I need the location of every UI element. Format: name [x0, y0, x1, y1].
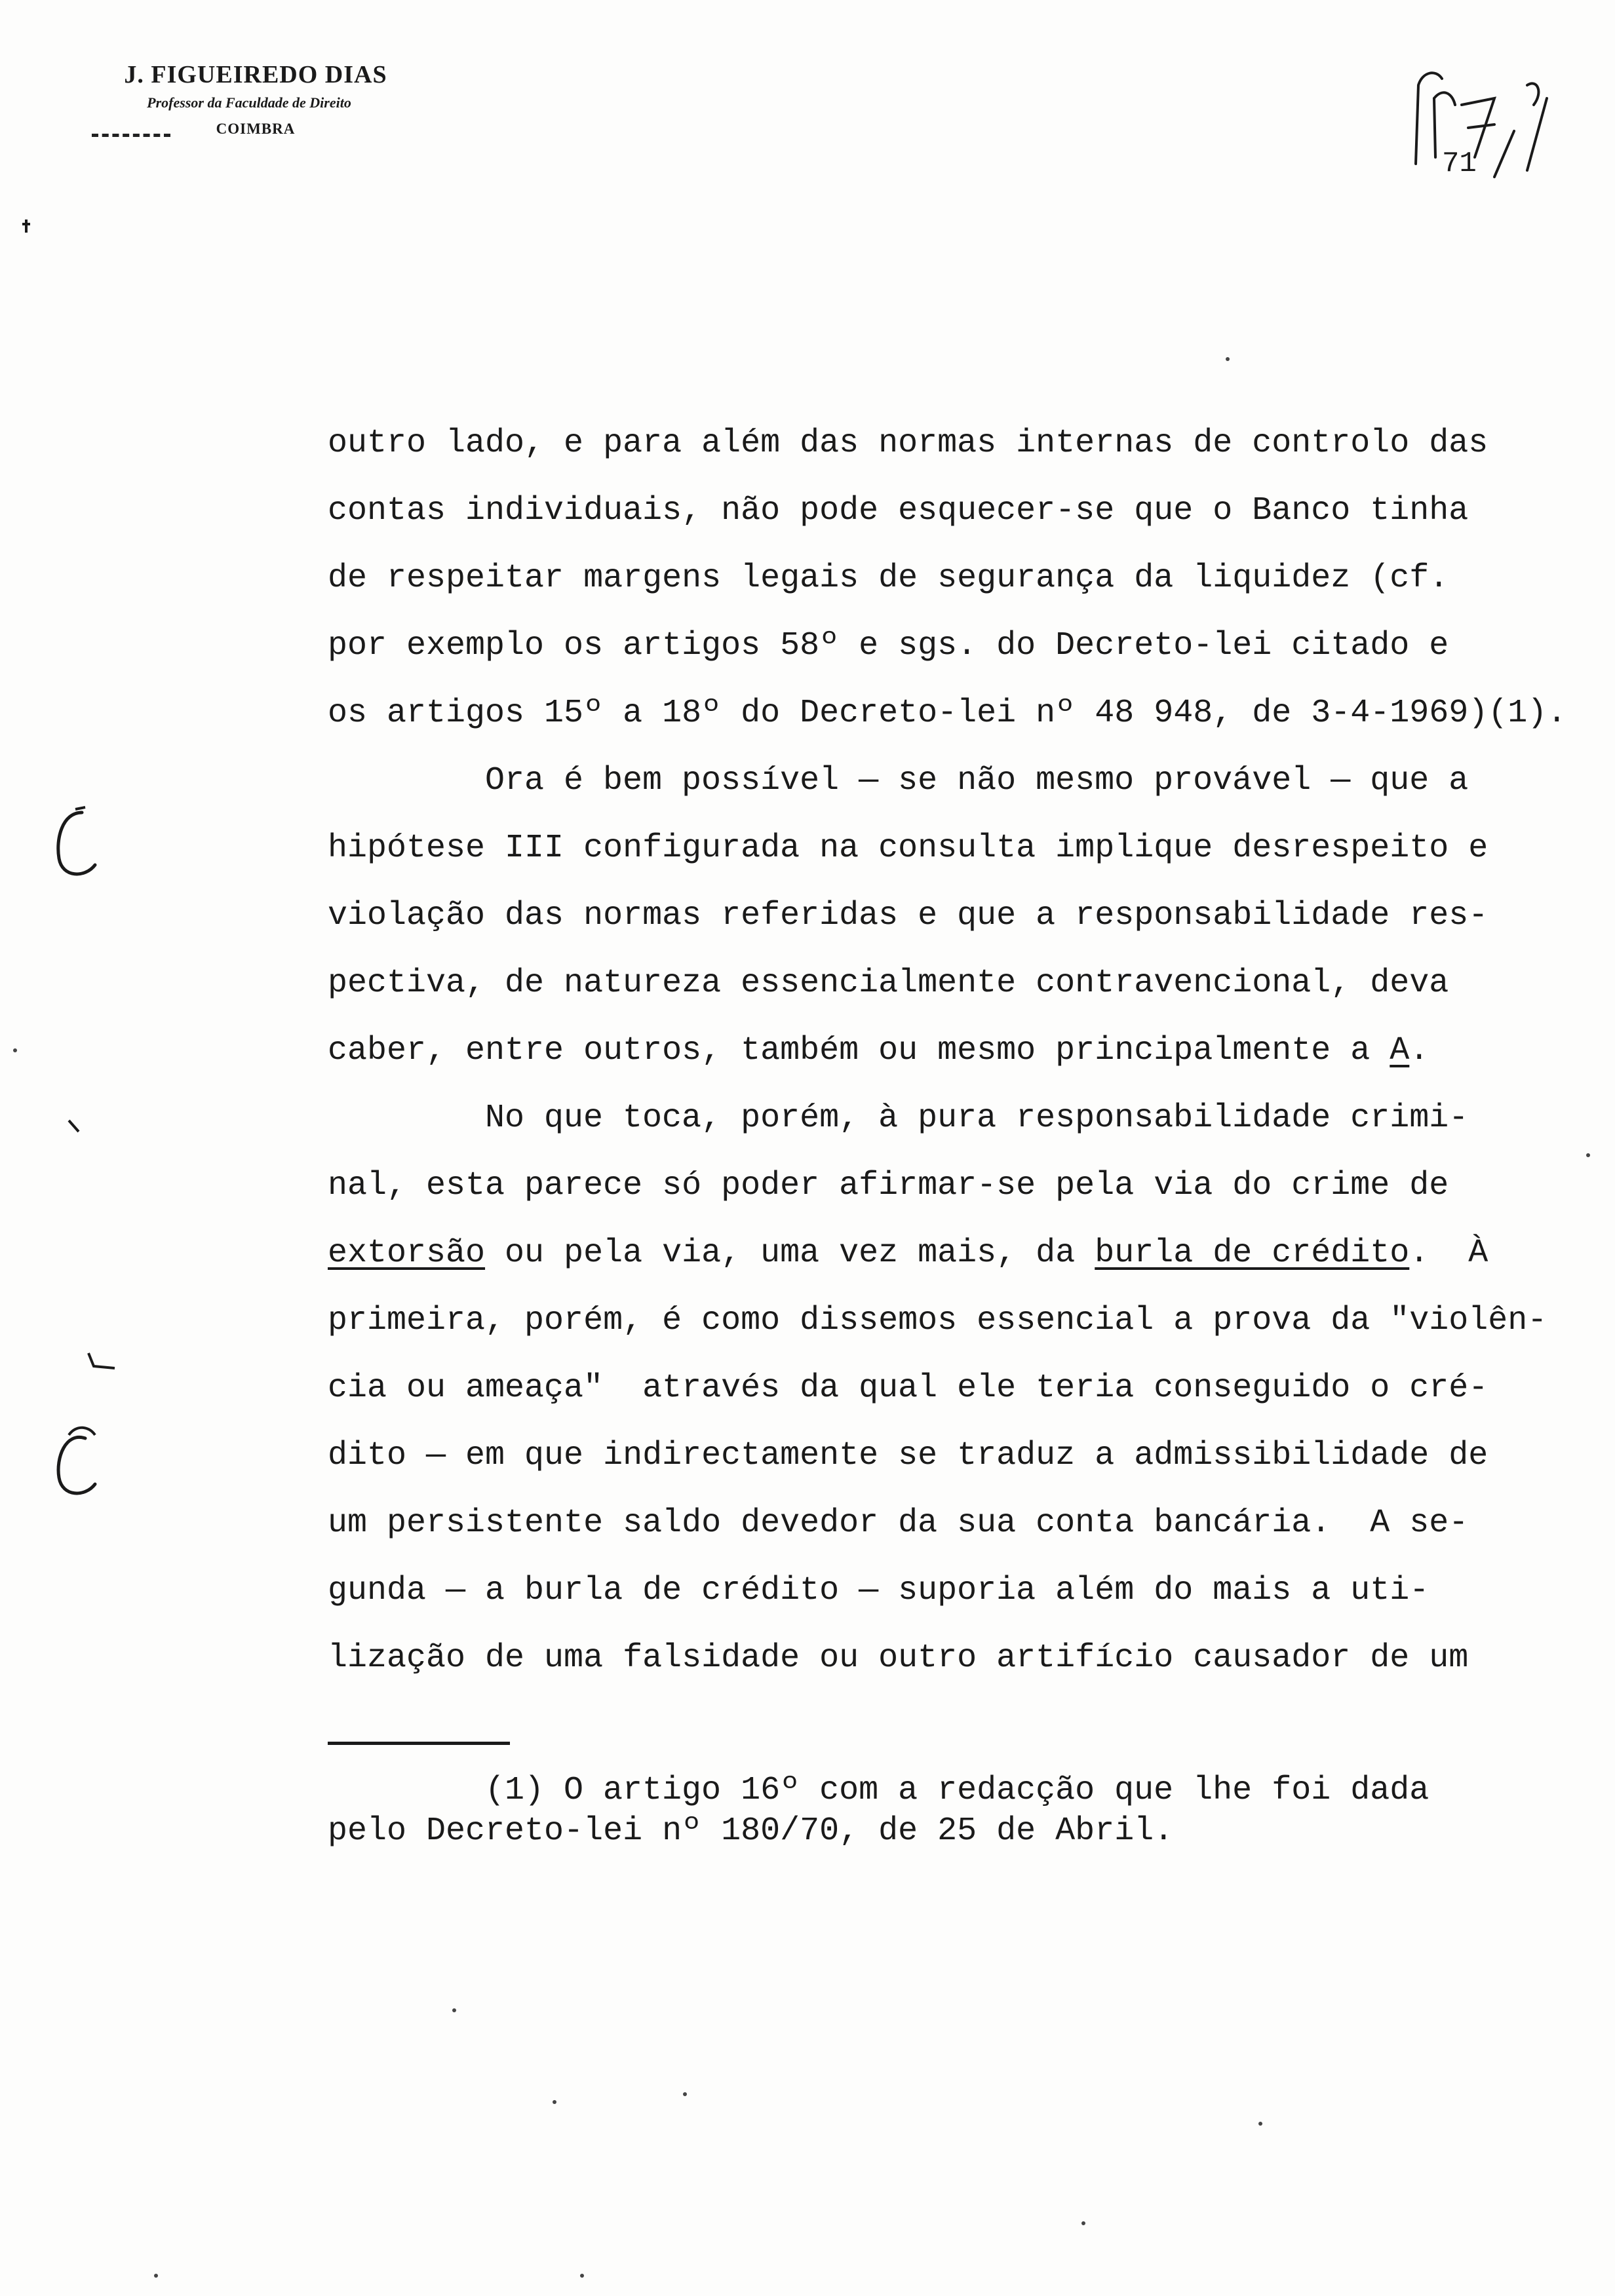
body-line: dito — em que indirectamente se traduz a admissibilidade de — [328, 1437, 1489, 1474]
party-a-reference: A — [1390, 1032, 1410, 1069]
body-line: gunda — a burla de crédito — suporia além do mais a uti- — [328, 1572, 1430, 1609]
scan-speck — [1586, 1153, 1590, 1157]
body-line-text: ou pela via, uma vez mais, da — [485, 1234, 1095, 1272]
handwritten-initials — [1396, 59, 1566, 183]
body-line: primeira, porém, é como dissemos essencial a prova da "violên- — [328, 1302, 1547, 1339]
margin-tick-mark — [20, 216, 39, 236]
margin-tick-mark — [82, 1350, 121, 1376]
letterhead-role: Professor da Faculdade de Direito — [147, 94, 351, 111]
body-line: os artigos 15º a 18º do Decreto-lei nº 48 948, de 3-4-1969)(1). — [328, 695, 1567, 732]
scan-speck — [1081, 2221, 1085, 2225]
body-line: cia ou ameaça" através da qual ele teria conseguido o cré- — [328, 1369, 1489, 1407]
page-number: 71 — [1442, 147, 1477, 180]
burla-term: burla de crédito — [1095, 1234, 1410, 1272]
body-line: No que toca, porém, à pura responsabilidade crimi- — [485, 1100, 1469, 1137]
scan-speck — [13, 1048, 17, 1052]
scan-speck — [154, 2274, 158, 2278]
body-line: nal, esta parece só poder afirmar-se pela via do crime de — [328, 1167, 1449, 1204]
scan-speck — [553, 2100, 556, 2104]
letterhead-dash-mark — [92, 134, 170, 140]
letterhead-name: J. FIGUEIREDO DIAS — [124, 61, 387, 88]
body-line: outro lado, e para além das normas internas de controlo das — [328, 425, 1489, 462]
footnote-rule — [328, 1742, 510, 1745]
footnote-line: pelo Decreto-lei nº 180/70, de 25 de Abril. — [328, 1812, 1174, 1850]
body-text — [328, 410, 1573, 1692]
body-line: pectiva, de natureza essencialmente contravencional, deva — [328, 965, 1449, 1002]
scan-speck — [683, 2092, 687, 2096]
scan-speck — [1258, 2122, 1262, 2126]
punch-hole-mark-top — [46, 799, 105, 885]
period: . — [1409, 1032, 1430, 1069]
extorsao-term: extorsão — [328, 1234, 486, 1272]
body-line: contas individuais, não pode esquecer-se que o Banco tinha — [328, 492, 1469, 529]
body-line: um persistente saldo devedor da sua conta bancária. A se- — [328, 1504, 1469, 1542]
body-line: por exemplo os artigos 58º e sgs. do Decreto-lei citado e — [328, 627, 1449, 664]
footnote — [328, 1770, 1573, 1852]
scan-speck — [1226, 357, 1230, 361]
scan-speck — [452, 2008, 456, 2012]
body-line-text: caber, entre outros, também ou mesmo principalmente a — [328, 1032, 1390, 1069]
punch-hole-mark-bottom — [46, 1419, 105, 1504]
scan-speck — [580, 2274, 584, 2278]
body-line-text: . À — [1409, 1234, 1489, 1272]
body-line — [328, 1017, 1573, 1084]
letterhead — [66, 60, 433, 138]
body-line — [328, 1219, 1573, 1287]
body-line: violação das normas referidas e que a responsabilidade res- — [328, 897, 1489, 934]
footnote-line: (1) O artigo 16º com a redacção que lhe foi dada — [485, 1772, 1430, 1809]
body-line: lização de uma falsidade ou outro artifício causador de um — [328, 1639, 1469, 1677]
body-line: Ora é bem possível — se não mesmo provável — que a — [485, 762, 1469, 799]
margin-tick-mark — [66, 1117, 85, 1137]
letterhead-city: COIMBRA — [216, 121, 296, 137]
body-line: hipótese III configurada na consulta implique desrespeito e — [328, 830, 1489, 867]
body-line: de respeitar margens legais de segurança da liquidez (cf. — [328, 560, 1449, 597]
